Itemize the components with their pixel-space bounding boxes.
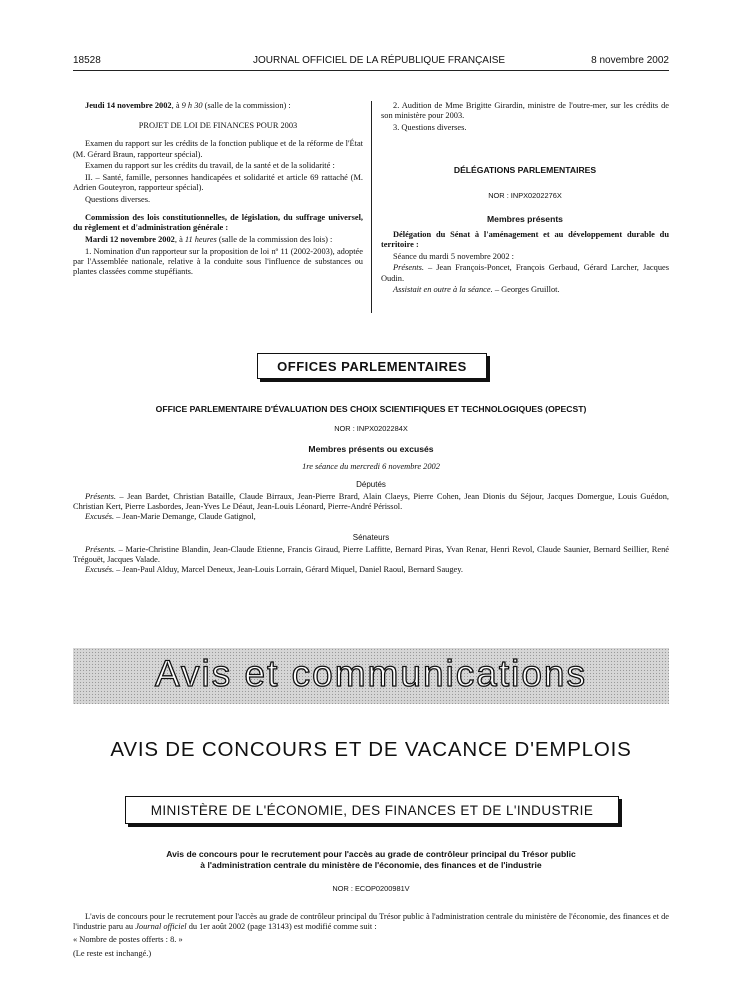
presents-names: – Jean François-Poncet, François Gerbaud, Gérard Larcher, Jacques Oudin. [381,263,669,283]
delegation-title: Délégation du Sénat à l'aménagement et au développement durable du territoire : [381,229,669,249]
deputes-presents [73,492,669,512]
avis-banner [73,648,669,704]
concours-heading [73,849,669,871]
mardi-rest: (salle de la commission des lois) : [216,235,333,245]
senateurs-heading: Sénateurs [352,533,390,542]
membres-presents-heading: Membres présents [487,213,563,224]
concours-body-part2: du 1er août 2002 (page 13143) est modifié comme suit : [186,922,377,932]
item-questions: Questions diverses. [85,194,151,204]
deputes-excuses-label: Excusés. [85,512,115,522]
senateurs-block [73,545,669,576]
page-number: 18528 [73,55,101,66]
concours-paragraph [73,912,669,932]
deputes-heading: Députés [356,480,386,489]
office-nor: NOR : INPX0202284X [334,424,408,433]
concours-reste: (Le reste est inchangé.) [73,948,152,958]
item-sante: II. – Santé, famille, personnes handicapées et solidarité et article 69 rattaché (M. Adrien Gouteyron, rapporteur spécial). [73,173,363,193]
office-membres: Membres présents ou excusés [308,444,434,454]
senateurs-excuses [73,565,669,575]
offices-box [257,353,487,379]
deputes-presents-label: Présents. [85,492,116,501]
office-title: OFFICE PARLEMENTAIRE D'ÉVALUATION DES CHOIX SCIENTIFIQUES ET TECHNOLOGIQUES (OPECST) [155,404,587,414]
header-rule [73,70,669,71]
projet-title: PROJET DE LOI DE FINANCES POUR 2003 [138,121,298,131]
concours-quote: « Nombre de postes offerts : 8. » [73,935,183,945]
ministry-box [125,796,619,824]
deputes-presents-names: – Jean Bardet, Christian Bataille, Claude Birraux, Jean-Pierre Brard, Alain Claeys, Pierre Cohen, Jean Dionis du Séjour, Jacques Domergue, Louis Guédon, Christian Kert, Pierre Lasbordes, Jean-Yves Le Déaut, Jean-Louis Léonard, Pierre-André Périssol. [73,492,669,512]
offices-box-title: OFFICES PARLEMENTAIRES [277,358,467,374]
delegations-heading: DÉLÉGATIONS PARLEMENTAIRES [453,165,597,176]
concours-line-1: Avis de concours pour le recrutement pour l'accès au grade de contrôleur principal du Trésor public [166,849,576,859]
item-nomination: 1. Nomination d'un rapporteur sur la proposition de loi nº 11 (2002-2003), adoptée par l'Assemblée nationale, relative à la conduite sous l'influence de substances ou plantes classées comme stupéfiants. [73,246,363,277]
senateurs-presents-names: – Marie-Christine Blandin, Jean-Claude Etienne, Francis Giraud, Pierre Laffitte, Bernard Piras, Yvan Renar, Henri Revol, Claude Saunier, Bernard Seillier, René Trégouët, Jacques Valade. [73,545,669,565]
presents-label: Présents. [393,263,424,273]
left-column [73,101,363,279]
office-seance: 1re séance du mercredi 6 novembre 2002 [302,462,440,471]
assistait-line [381,285,669,295]
avis-section-title: AVIS DE CONCOURS ET DE VACANCE D'EMPLOIS [110,738,632,761]
item-questions-diverses: 3. Questions diverses. [393,122,467,132]
assistait-name: – Georges Gruillot. [492,285,560,295]
item-audition: 2. Audition de Mme Brigitte Girardin, ministre de l'outre-mer, sur les crédits de son ministère pour 2003. [381,101,669,121]
jeudi-rest: (salle de la commission) : [202,101,291,110]
jeudi-a: , à [171,101,182,110]
concours-body-journal: Journal officiel [135,922,187,932]
running-head [73,55,669,69]
senateurs-presents [73,545,669,565]
presents-line [381,263,669,283]
mardi-date: Mardi 12 novembre 2002 [85,235,175,245]
seance-line: Séance du mardi 5 novembre 2002 : [393,251,514,261]
senateurs-excuses-label: Excusés. [85,565,115,575]
issue-date: 8 novembre 2002 [591,55,669,66]
commission-heading: Commission des lois constitutionnelles, de législation, du suffrage universel, du règlement et d'administration générale : [73,213,363,233]
deputes-block [73,492,669,523]
item-examen-travail: Examen du rapport sur les crédits du travail, de la santé et de la solidarité : [85,161,335,171]
avis-banner-title: Avis et communications [155,653,587,694]
journal-title: JOURNAL OFFICIEL DE LA RÉPUBLIQUE FRANÇAISE [253,55,506,66]
item-examen-fonction: Examen du rapport sur les crédits de la fonction publique et de la réforme de l'État (M. Gérard Braun, rapporteur spécial). [73,139,363,159]
jeudi-time: 9 h 30 [181,101,203,110]
deputes-excuses [73,512,669,522]
ministry-box-title: MINISTÈRE DE L'ÉCONOMIE, DES FINANCES ET DE L'INDUSTRIE [150,802,594,818]
concours-body-part1: L'avis de concours pour le recrutement pour l'accès au grade de contrôleur principal du Trésor public à l'administration centrale du ministère de l'économie, des finances et de l'industrie paru au [73,912,669,932]
right-column [381,101,669,297]
mardi-line [73,235,363,245]
delegations-nor: NOR : INPX0202276X [488,191,562,201]
concours-line-2: à l'administration centrale du ministère de l'économie, des finances et de l'industrie [200,860,542,870]
senateurs-excuses-names: – Jean-Paul Alduy, Marcel Deneux, Jean-Louis Lorrain, Gérard Miquel, Daniel Raoul, Bernard Saugey. [114,565,464,575]
assistait-label: Assistait en outre à la séance. [393,285,493,295]
column-divider [371,101,372,313]
concours-nor: NOR : ECOP0200981V [332,884,410,893]
senateurs-presents-label: Présents. [85,545,116,554]
mardi-a: , à [174,235,185,245]
mardi-time: 11 heures [184,235,217,245]
jeudi-line [73,101,363,111]
jeudi-date: Jeudi 14 novembre 2002 [85,101,172,110]
deputes-excuses-names: – Jean-Marie Demange, Claude Gatignol, [114,512,256,522]
concours-body [73,912,669,959]
